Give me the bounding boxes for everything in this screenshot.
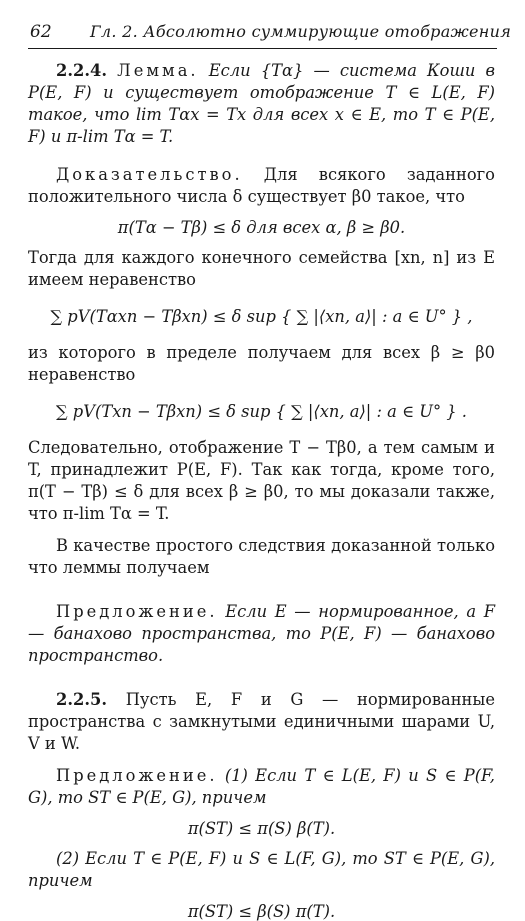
section-number: 2.2.5.: [56, 690, 107, 709]
lemma-paragraph: [28, 60, 495, 148]
equation-2: ∑ pV(Tαxn − Tβxn) ≤ δ sup { ∑ |⟨xn, a⟩| : a ∈ U° } ,: [50, 307, 473, 326]
proof-text-1: Для всякого заданного положительного числа δ существует β0 такое, что: [28, 165, 495, 206]
page-number: 62: [30, 22, 52, 42]
proposition-1-word: Предложение.: [56, 602, 218, 621]
proof-paragraph: [28, 164, 495, 208]
section-text: Пусть E, F и G — нормированные пространства с замкнутыми единичными шарами U, V и W.: [28, 690, 495, 753]
equation-3: ∑ pV(Txn − Tβxn) ≤ δ sup { ∑ |⟨xn, a⟩| : a ∈ U° } .: [56, 402, 467, 421]
equation-1: π(Tα − Tβ) ≤ δ для всех α, β ≥ β0.: [117, 218, 406, 237]
section-2-2-5: [28, 689, 495, 755]
lemma-statement: Если {Tα} — система Коши в P(E, F) и существует отображение T ∈ L(E, F) такое, что lim Tαx = Tx для всех x ∈ E, то T ∈ P(E, F) и π-lim Tα = T.: [28, 61, 495, 146]
proposition-2-part-1-text: (1) Если T ∈ L(E, F) и S ∈ P(F, G), то ST ∈ P(E, G), причем: [28, 766, 495, 807]
proof-word: Доказательство.: [56, 165, 243, 184]
running-title: Гл. 2. Абсолютно суммирующие отображения: [90, 22, 512, 41]
proposition-1-text: Если E — нормированное, а F — банахово пространства, то P(E, F) — банахово пространство.: [28, 602, 495, 665]
proposition-2-part-2: (2) Если T ∈ P(E, F) и S ∈ L(F, G), то ST ∈ P(E, G), причем: [28, 849, 495, 890]
proof-text-4: Следовательно, отображение T − Tβ0, а тем самым и T, принадлежит P(E, F). Так как тогда, кроме того, π(T − Tβ) ≤ δ для всех β ≥ β0, то мы доказали также, что π-lim Tα = T.: [28, 438, 495, 523]
page-content: [28, 60, 495, 921]
lemma-word: Лемма.: [117, 61, 199, 80]
proposition-2-part-1: [28, 765, 495, 809]
running-header: [30, 22, 512, 46]
proof-text-2: Тогда для каждого конечного семейства [xn, n] из E имеем неравенство: [28, 248, 495, 289]
equation-4: π(ST) ≤ π(S) β(T).: [187, 819, 336, 838]
corollary-intro: В качестве простого следствия доказанной только что леммы получаем: [28, 536, 495, 577]
header-rule: [28, 48, 497, 49]
proposition-2-word: Предложение.: [56, 766, 218, 785]
proof-text-3: из которого в пределе получаем для всех β ≥ β0 неравенство: [28, 343, 495, 384]
lemma-number: 2.2.4.: [56, 61, 107, 80]
proposition-1: [28, 601, 495, 667]
equation-5: π(ST) ≤ β(S) π(T).: [187, 902, 336, 921]
